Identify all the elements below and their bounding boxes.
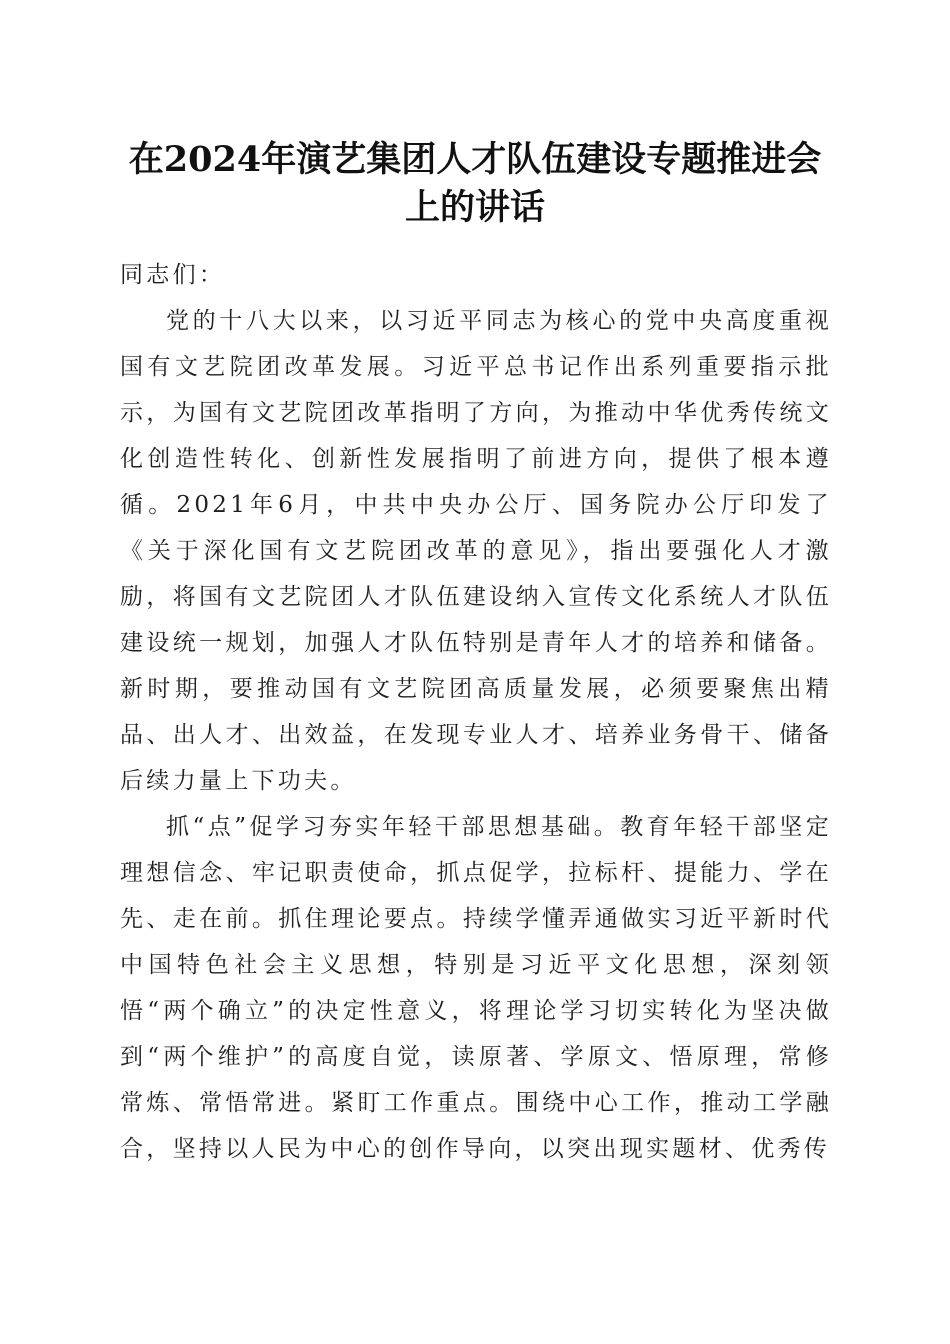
salutation: 同志们： [120,262,226,288]
paragraph-1: 党的十八大以来，以习近平同志为核心的党中央高度重视国有文艺院团改革发展。习近平总书记作出系列重要指示批示，为国有文艺院团改革指明了方向，为推动中华优秀传统文化创造性转化、创新性发展指明了前进方向，提供了根本遵循。2021年6月，中共中央办公厅、国务院办公厅印发了《关于深化国有文艺院团改革的意见》，指出要强化人才激励，将国有文艺院团人才队伍建设纳入宣传文化系统人才队伍建设统一规划，加强人才队伍特别是青年人才的培养和储备。新时期，要推动国有文艺院团高质量发展，必须要聚焦出精品、出人才、出效益，在发现专业人才、培养业务骨干、储备后续力量上下功夫。 [120,308,832,794]
title-line-1: 在2024年演艺集团人才队伍建设专题推进会 [128,139,822,180]
paragraph-2: 抓“点”促学习夯实年轻干部思想基础。教育年轻干部坚定理想信念、牢记职责使命，抓点促学，拉标杆、提能力、学在先、走在前。抓住理论要点。持续学懂弄通做实习近平新时代中国特色社会主义思想，特别是习近平文化思想，深刻领悟“两个确立”的决定性意义，将理论学习切实转化为坚决做到“两个维护”的高度自觉，读原著、学原文、悟原理，常修常炼、常悟常进。紧盯工作重点。围绕中心工作，推动工学融合，坚持以人民为中心的创作导向，以突出现实题材、优秀传 [120,814,832,1162]
document-body [120,252,832,1172]
title-line-2: 上的讲话 [404,187,545,228]
document-title [100,136,850,232]
